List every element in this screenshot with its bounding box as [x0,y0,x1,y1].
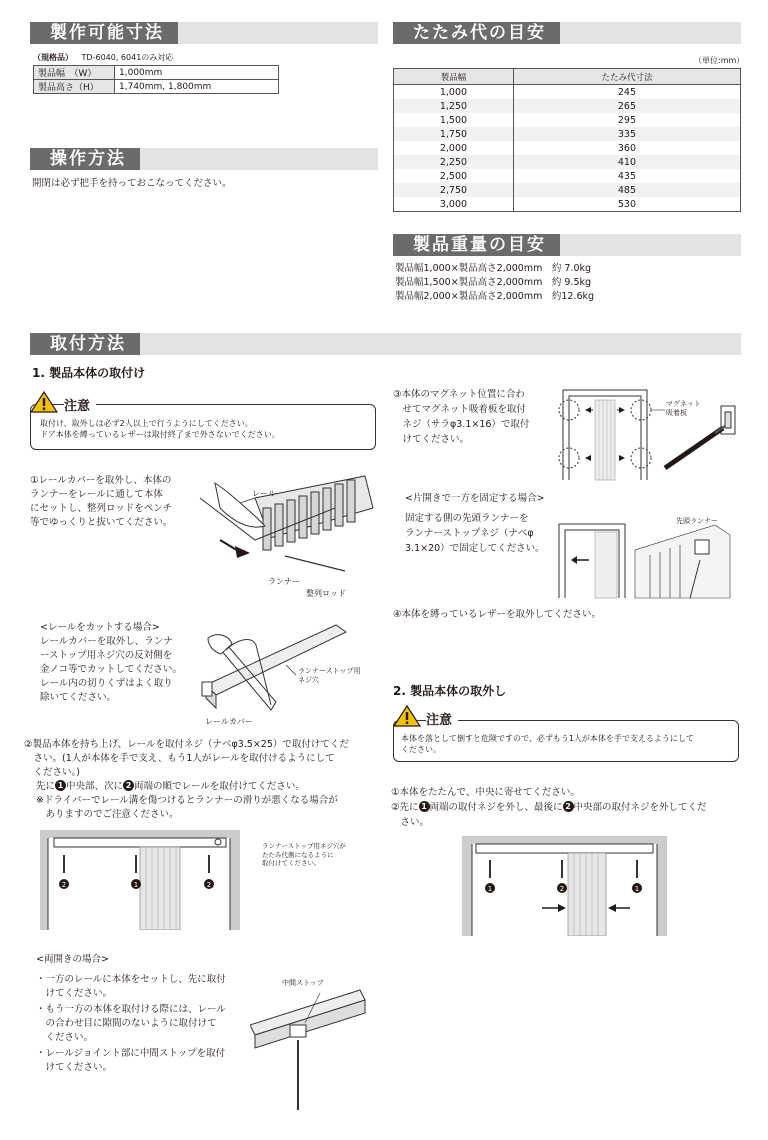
section-dimensions-header [30,22,378,44]
section-installation-header [30,333,741,355]
section-title: 製作可能寸法 [30,22,178,44]
svg-text:2: 2 [61,881,67,889]
spec-label: 製品高さ（H） [34,80,115,94]
table-row [34,80,279,94]
mid-stop-illustration [250,985,370,1115]
text: 中央部の取付ネジを外してくだ [573,802,707,813]
cell-fold: 435 [513,169,740,183]
svg-text:1: 1 [634,885,640,893]
removal-diagram [462,836,667,936]
step2-line: ②製品本体を持ち上げ、レールを取付ネジ（ナベφ3.5×25）で取付けてくだ [24,739,349,750]
double-line: ください。 [36,1032,94,1043]
weight-line: 製品幅1,000×製品高さ2,000mm 約 7.0kg [395,263,592,274]
number-1-icon: 1 [55,780,66,791]
svg-text:2: 2 [206,881,212,889]
table-row [394,127,741,141]
svg-text:1: 1 [133,881,139,889]
text: 両端の取付ネジを外し、最後に [429,802,563,813]
spec-value: 1,740mm, 1,800mm [115,80,279,94]
caution-line: ドア本体を縛っているレザーは取付終了まで外さないでください。 [40,430,280,439]
section-title: 操作方法 [30,148,140,170]
remove-heading: 2. 製品本体の取外し [393,684,507,698]
cell-width: 2,500 [394,169,514,183]
folding-table [393,68,741,212]
number-1-icon: 1 [419,801,430,812]
warning-icon [393,704,421,728]
caution-line: 取付け、取外しは必ず2人以上で行うようにしてください。 [40,419,253,428]
rail-mounting-diagram [40,830,240,930]
cell-width: 3,000 [394,197,514,212]
table-row [394,85,741,100]
cell-fold: 295 [513,113,740,127]
label-cover: レールカバー [205,717,253,726]
remove-step2-tail: さい。 [391,817,430,828]
table-row [394,155,741,169]
install-heading: 1. 製品本体の取付け [32,366,146,380]
cell-width: 1,750 [394,127,514,141]
label-lead-runner: 先頭ランナー [676,517,718,525]
cut-line: ーストップ用ネジ穴の反対側を [40,650,173,661]
double-line: けてください。 [36,988,113,999]
magnet-diagram [545,388,745,483]
cell-width: 1,000 [394,85,514,100]
column-header: たたみ代寸法 [513,69,740,85]
section-folding-header [393,22,741,44]
remove-step2 [391,801,707,815]
text: ②先に [391,802,419,813]
number-2-icon: 2 [123,780,134,791]
single-line: 3.1×20）で固定してください。 [405,543,545,554]
column-header: 製品幅 [394,69,514,85]
step1-line: にセットし、整列ロッドをペンチ [30,503,173,514]
section-operation-header [30,148,378,170]
table-row [394,141,741,155]
svg-text:1: 1 [487,885,493,893]
cell-fold: 360 [513,141,740,155]
label-mid-stop: 中間ストップ [282,979,324,987]
table-row [34,66,279,80]
fig-note: ランナーストップ用ネジ穴が たたみ代側になるように 取付けてください。 [262,842,346,867]
label-magnet: マグネット 吸着板 [666,400,701,417]
section-title: 取付方法 [30,333,140,355]
step2-note: ありますのでご注意ください。 [36,809,179,820]
double-line: ・一方のレールに本体をセットし、先に取付 [36,974,226,985]
step4-text: ④本体を縛っているレザーを取外してください。 [393,609,602,620]
single-open-diagram [555,520,740,600]
table-header-row [394,69,741,85]
label-runner: ランナー [268,577,300,586]
weight-line: 製品幅2,000×製品高さ2,000mm 約12.6kg [395,291,595,302]
cut-line: 除いてください。 [40,692,117,703]
double-line: ・レールジョイント部に中間ストップを取付 [36,1048,226,1059]
label-screw-hole: ランナーストップ用 ネジ穴 [298,667,361,684]
step2-order [36,780,305,794]
caution-line: ください。 [401,745,441,754]
step1-line: ランナーをレールに通して本体 [30,489,163,500]
number-2-icon: 2 [563,801,574,812]
double-line: ・もう一方の本体を取付ける際には、レール [36,1004,226,1015]
section-title: たたみ代の目安 [393,22,560,44]
cut-line: レール内の切りくずはよく取り [40,678,173,689]
step2-line: ください。) [24,767,80,778]
caution-title: 注意 [426,709,458,728]
cell-width: 1,500 [394,113,514,127]
operation-text: 開閉は必ず把手を持っておこなってください。 [32,178,232,189]
cell-width: 2,000 [394,141,514,155]
label-rod: 整列ロッド [306,589,346,598]
section-title: 製品重量の目安 [393,234,560,256]
spec-table [33,65,279,94]
spec-value: 1,000mm [115,66,279,80]
step3-line: けてください。 [393,434,470,445]
label-rail: レール [252,489,276,498]
text: 中央部、次に [66,781,124,792]
cell-fold: 265 [513,99,740,113]
svg-text:2: 2 [559,885,565,893]
cell-width: 1,250 [394,99,514,113]
table-row [394,113,741,127]
step1-line: 等でゆっくりと抜いてください。 [30,517,173,528]
caution-title: 注意 [64,395,96,414]
single-line: 固定する側の先頭ランナーを [405,513,529,524]
cell-fold: 410 [513,155,740,169]
cell-fold: 335 [513,127,740,141]
cell-fold: 485 [513,183,740,197]
step2-note: ※ドライバーでレール溝を傷つけるとランナーの滑りが悪くなる場合が [36,795,338,806]
table-row [394,169,741,183]
step1-line: ①レールカバーを取外し、本体の [30,475,172,486]
text: 両端の順でレールを取付けてください。 [134,781,305,792]
single-line: ランナーストップネジ（ナベφ [405,528,534,539]
remove-step1: ①本体をたたんで、中央に寄せてください。 [391,787,580,798]
section-weight-header [393,234,741,256]
warning-icon [30,390,58,414]
text: 先に [36,781,56,792]
step3-line: ③本体のマグネット位置に合わ [393,389,525,400]
double-line: けてください。 [36,1062,113,1073]
spec-title: （規格品） [33,53,73,62]
cut-line: 金ノコ等でカットしてください。 [40,664,182,675]
table-row [394,99,741,113]
double-line: の合わせ目に隙間のないように取付けて [36,1018,217,1029]
cut-title: <レールをカットする場合> [40,622,160,633]
spec-label: 製品幅 （W） [34,66,115,80]
table-row [394,183,741,197]
step3-line: ネジ（サラφ3.1×16）で取付 [393,419,530,430]
single-title: <片開きで一方を固定する場合> [405,493,545,504]
unit-label: （単位:mm） [694,56,745,65]
cell-fold: 530 [513,197,740,212]
cell-width: 2,250 [394,155,514,169]
caution-line: 本体を落として倒すと危険ですので、必ずもう1人が本体を手で支えるようにして [401,734,694,743]
cut-line: レールカバーを取外し、ランナ [40,636,173,647]
step3-line: せてマグネット吸着板を取付 [393,404,526,415]
spec-heading [33,52,173,63]
cell-width: 2,750 [394,183,514,197]
step2-line: さい。(1人が本体を手で支え、もう1人がレールを取付けるようにして [24,753,335,764]
table-row [394,197,741,212]
weight-line: 製品幅1,500×製品高さ2,000mm 約 9.5kg [395,277,592,288]
double-title: <両開きの場合> [36,954,109,965]
cell-fold: 245 [513,85,740,100]
spec-note: TD-6040, 6041のみ対応 [81,53,174,62]
